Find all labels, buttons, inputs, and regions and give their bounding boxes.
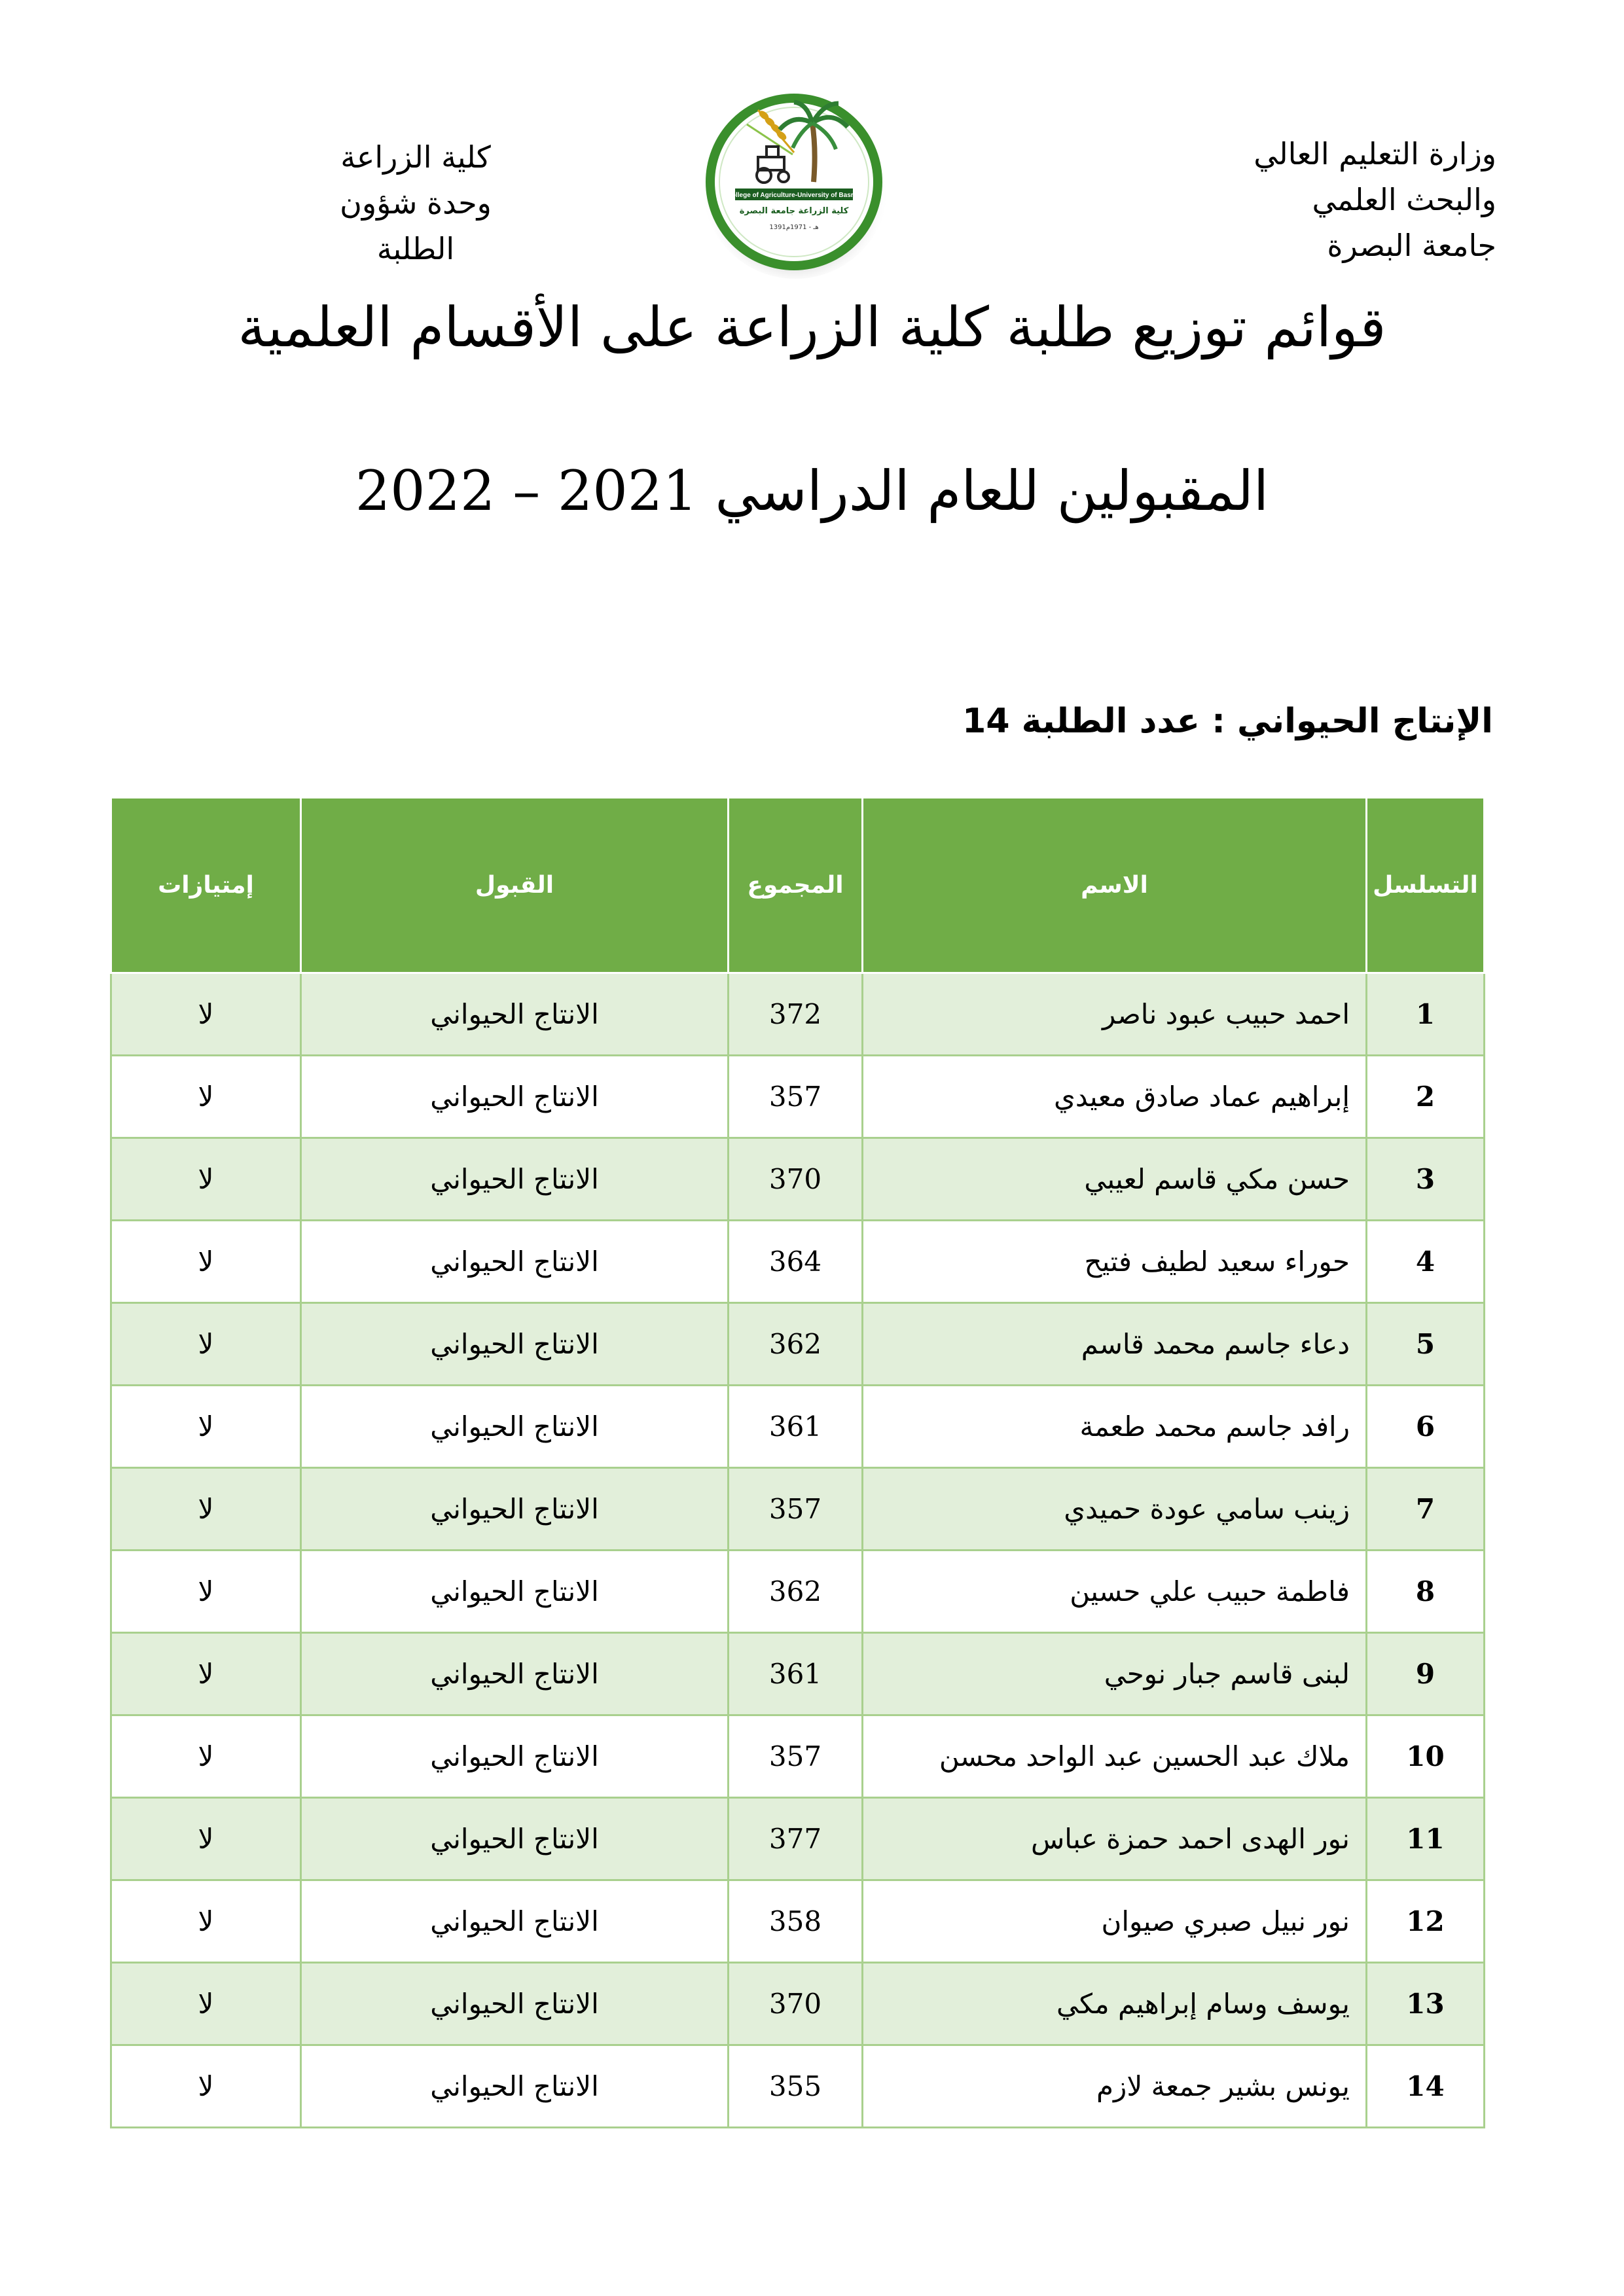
cell-name: حوراء سعيد لطيف فتيح — [863, 1221, 1367, 1303]
college-logo — [696, 84, 892, 280]
cell-total: 357 — [729, 1056, 863, 1138]
header-name: الاسم — [863, 798, 1367, 973]
cell-total: 370 — [729, 1138, 863, 1221]
cell-admission: الانتاج الحيواني — [301, 973, 729, 1056]
cell-name: رافد جاسم محمد طعمة — [863, 1386, 1367, 1468]
cell-seq: 5 — [1367, 1303, 1485, 1386]
table-header-row — [111, 798, 1485, 973]
logo-years: 1391هـ - 1971م — [769, 224, 819, 231]
cell-admission: الانتاج الحيواني — [301, 1798, 729, 1880]
header-total: المجموع — [729, 798, 863, 973]
cell-admission: الانتاج الحيواني — [301, 1138, 729, 1221]
cell-admission: الانتاج الحيواني — [301, 2045, 729, 2128]
table-row — [111, 1633, 1485, 1715]
cell-seq: 14 — [1367, 2045, 1485, 2128]
table-row — [111, 1221, 1485, 1303]
cell-privileges: لا — [111, 1963, 301, 2045]
cell-seq: 1 — [1367, 973, 1485, 1056]
college-header — [298, 134, 533, 272]
cell-seq: 4 — [1367, 1221, 1485, 1303]
ministry-line: جامعة البصرة — [1327, 228, 1496, 263]
cell-total: 377 — [729, 1798, 863, 1880]
cell-admission: الانتاج الحيواني — [301, 1551, 729, 1633]
cell-name: احمد حبيب عبود ناصر — [863, 973, 1367, 1056]
cell-total: 361 — [729, 1386, 863, 1468]
logo-arabic-text: كلية الزراعة جامعة البصرة — [739, 206, 849, 216]
cell-admission: الانتاج الحيواني — [301, 1715, 729, 1798]
cell-total: 357 — [729, 1715, 863, 1798]
cell-admission: الانتاج الحيواني — [301, 1056, 729, 1138]
cell-privileges: لا — [111, 1056, 301, 1138]
cell-seq: 10 — [1367, 1715, 1485, 1798]
cell-privileges: لا — [111, 1798, 301, 1880]
college-line: وحدة شؤون الطلبة — [340, 185, 492, 266]
page-title: قوائم توزيع طلبة كلية الزراعة على الأقسام العلمية — [238, 295, 1386, 359]
cell-name: إبراهيم عماد صادق معيدي — [863, 1056, 1367, 1138]
header-admission: القبول — [301, 798, 729, 973]
cell-privileges: لا — [111, 1221, 301, 1303]
cell-privileges: لا — [111, 1468, 301, 1551]
cell-privileges: لا — [111, 1138, 301, 1221]
table-row — [111, 1386, 1485, 1468]
header-seq: التسلسل — [1367, 798, 1485, 973]
cell-privileges: لا — [111, 1715, 301, 1798]
cell-total: 357 — [729, 1468, 863, 1551]
logo-english-text: College of Agriculture-University of Basrah — [727, 192, 861, 199]
table-row — [111, 1551, 1485, 1633]
table-body — [111, 973, 1485, 2128]
cell-seq: 8 — [1367, 1551, 1485, 1633]
cell-name: ملاك عبد الحسين عبد الواحد محسن — [863, 1715, 1367, 1798]
table-row — [111, 1963, 1485, 2045]
cell-admission: الانتاج الحيواني — [301, 1880, 729, 1963]
cell-seq: 2 — [1367, 1056, 1485, 1138]
cell-seq: 11 — [1367, 1798, 1485, 1880]
table-row — [111, 1880, 1485, 1963]
students-table — [110, 797, 1485, 2128]
cell-total: 362 — [729, 1303, 863, 1386]
cell-privileges: لا — [111, 1303, 301, 1386]
cell-seq: 13 — [1367, 1963, 1485, 2045]
cell-total: 358 — [729, 1880, 863, 1963]
table-row — [111, 973, 1485, 1056]
cell-name: فاطمة حبيب علي حسين — [863, 1551, 1367, 1633]
cell-name: دعاء جاسم محمد قاسم — [863, 1303, 1367, 1386]
cell-total: 362 — [729, 1551, 863, 1633]
cell-name: يونس بشير جمعة لازم — [863, 2045, 1367, 2128]
cell-admission: الانتاج الحيواني — [301, 1468, 729, 1551]
college-line: كلية الزراعة — [340, 139, 491, 175]
ministry-header — [1254, 131, 1496, 268]
section-heading: الإنتاج الحيواني : عدد الطلبة 14 — [962, 702, 1493, 741]
table-row — [111, 1468, 1485, 1551]
cell-admission: الانتاج الحيواني — [301, 1386, 729, 1468]
header-privileges: إمتيازات — [111, 798, 301, 973]
table-row — [111, 1715, 1485, 1798]
cell-total: 364 — [729, 1221, 863, 1303]
cell-total: 370 — [729, 1963, 863, 2045]
cell-name: نور نبيل صبري صيوان — [863, 1880, 1367, 1963]
cell-privileges: لا — [111, 1386, 301, 1468]
table-row — [111, 1138, 1485, 1221]
cell-name: زينب سامي عودة حميدي — [863, 1468, 1367, 1551]
cell-privileges: لا — [111, 1880, 301, 1963]
page-subtitle: المقبولين للعام الدراسي 2021 – 2022 — [355, 459, 1269, 523]
cell-seq: 3 — [1367, 1138, 1485, 1221]
cell-admission: الانتاج الحيواني — [301, 1963, 729, 2045]
cell-privileges: لا — [111, 2045, 301, 2128]
cell-total: 372 — [729, 973, 863, 1056]
cell-privileges: لا — [111, 973, 301, 1056]
ministry-line: وزارة التعليم العالي — [1254, 136, 1496, 171]
cell-privileges: لا — [111, 1551, 301, 1633]
cell-seq: 9 — [1367, 1633, 1485, 1715]
cell-seq: 12 — [1367, 1880, 1485, 1963]
cell-privileges: لا — [111, 1633, 301, 1715]
cell-name: يوسف وسام إبراهيم مكي — [863, 1963, 1367, 2045]
cell-admission: الانتاج الحيواني — [301, 1633, 729, 1715]
cell-name: لبنى قاسم جبار نوحي — [863, 1633, 1367, 1715]
table-row — [111, 1798, 1485, 1880]
cell-admission: الانتاج الحيواني — [301, 1221, 729, 1303]
table-row — [111, 1056, 1485, 1138]
table-row — [111, 2045, 1485, 2128]
cell-total: 355 — [729, 2045, 863, 2128]
cell-name: نور الهدى احمد حمزة عباس — [863, 1798, 1367, 1880]
ministry-line: والبحث العلمي — [1312, 182, 1496, 217]
cell-name: حسن مكي قاسم لعيبي — [863, 1138, 1367, 1221]
cell-seq: 6 — [1367, 1386, 1485, 1468]
cell-admission: الانتاج الحيواني — [301, 1303, 729, 1386]
cell-total: 361 — [729, 1633, 863, 1715]
table-row — [111, 1303, 1485, 1386]
cell-seq: 7 — [1367, 1468, 1485, 1551]
